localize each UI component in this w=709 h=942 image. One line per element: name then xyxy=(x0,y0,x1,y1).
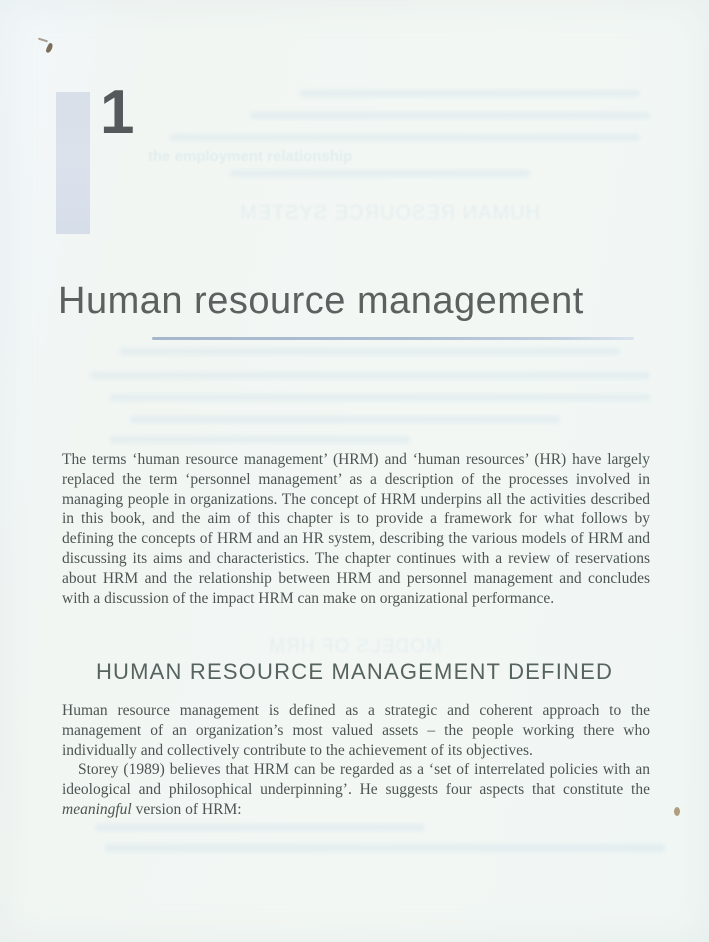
defined-paragraph-2-italic-word: meaningful xyxy=(62,800,132,818)
defined-section-body xyxy=(62,701,650,820)
ghost-text-heading-bottom: MODELS OF HRM xyxy=(268,636,442,657)
chapter-title: Human resource management xyxy=(58,280,584,322)
ghost-smudge xyxy=(300,90,640,97)
ghost-smudge xyxy=(110,436,410,443)
title-underline-rule xyxy=(152,337,634,340)
defined-paragraph-2-before: Storey (1989) believes that HRM can be regarded as a ‘set of interrelated policies with an ideological and philosophical underpinning’. He suggests four aspects that constitute the xyxy=(62,761,650,799)
section-heading-hrm-defined: HUMAN RESOURCE MANAGEMENT DEFINED xyxy=(95,659,614,684)
ink-speck-mark xyxy=(38,36,64,54)
ghost-smudge xyxy=(110,394,650,401)
chapter-number-bar xyxy=(56,92,90,234)
defined-paragraph-2-after: version of HRM: xyxy=(131,800,242,818)
ghost-smudge xyxy=(250,112,650,119)
defined-paragraph-1: Human resource management is defined as a strategic and coherent approach to the management of an organization’s most valued assets – the people working there who individually and collectively contribute to the achievement of its objectives. xyxy=(62,702,650,759)
ink-speck-dot xyxy=(674,807,680,816)
ghost-smudge xyxy=(95,824,425,831)
intro-paragraph xyxy=(62,450,650,608)
intro-paragraph-text: The terms ‘human resource management’ (HRM) and ‘human resources’ (HR) have largely replaced the term ‘personnel management’ as a description of the processes involved in managing people in organizations. The concept of HRM underpins all the activities described in this book, and the aim of this chapter is to provide a framework for what follows by defining the concepts of HRM and an HR system, describing the various models of HRM and discussing its aims and characteristics. The chapter continues with a review of reservations about HRM and the relationship between HRM and personnel management and concludes with a discussion of the impact HRM can make on organizational performance. xyxy=(62,451,650,607)
ghost-text-employment-relationship: the employment relationship xyxy=(148,148,353,165)
ghost-smudge xyxy=(230,170,530,177)
chapter-number: 1 xyxy=(100,78,135,147)
ghost-smudge xyxy=(170,134,640,141)
defined-paragraph-2 xyxy=(62,760,650,819)
ghost-smudge xyxy=(130,416,560,423)
ghost-text-heading-top: HUMAN RESOURCE SYSTEM xyxy=(238,202,540,224)
ghost-smudge xyxy=(105,844,665,852)
ghost-smudge xyxy=(120,348,620,355)
ghost-smudge xyxy=(90,372,650,379)
